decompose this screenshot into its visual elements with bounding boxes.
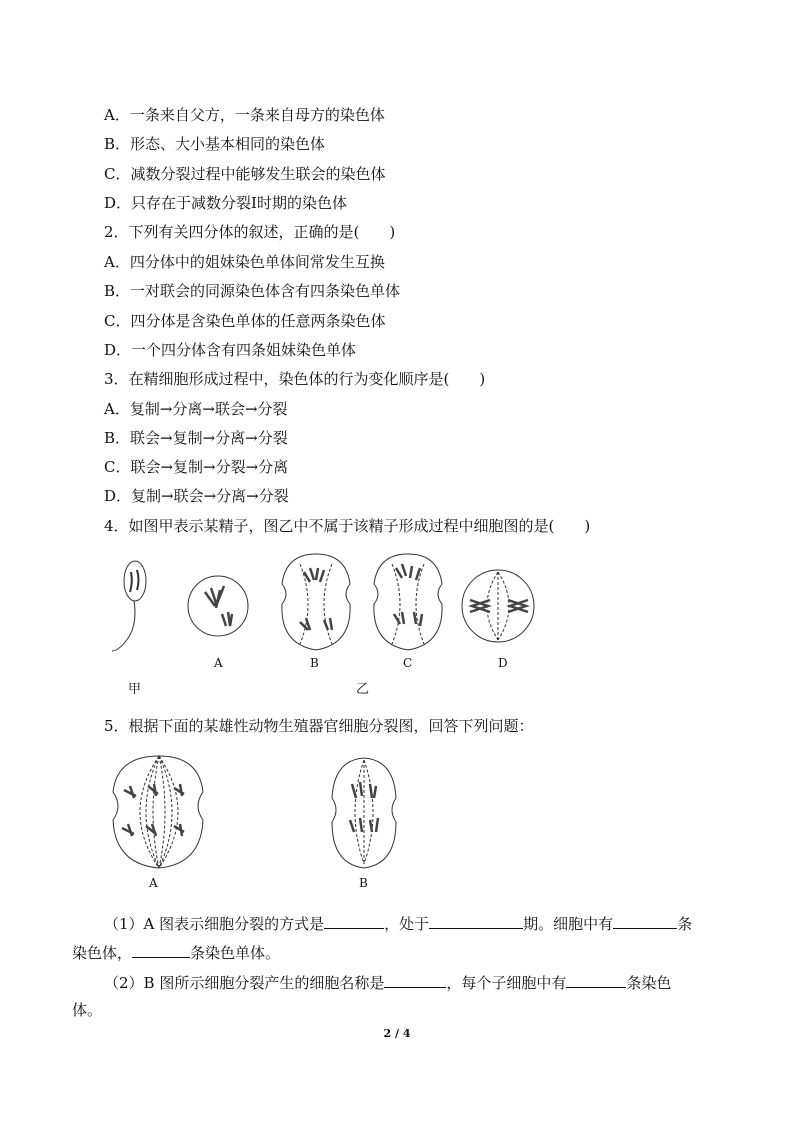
cell-5b: [332, 758, 396, 868]
fig5-label-b: B: [359, 876, 368, 890]
q3-option-c: C．联会→复制→分裂→分离: [104, 458, 289, 476]
q2-stem: 2．下列有关四分体的叙述，正确的是( ): [104, 223, 396, 241]
fig4-label-c: C: [403, 656, 413, 670]
q3-option-a: A．复制→分离→联会→分裂: [104, 400, 288, 418]
q5-sub1-line2: [72, 942, 280, 963]
cell-5a: [113, 756, 203, 868]
cell-c: [374, 554, 442, 650]
q5-figure-drawing: [104, 744, 404, 896]
q1-option-c: C．减数分裂过程中能够发生联会的染色体: [104, 165, 386, 183]
fig4-label-d: D: [498, 656, 508, 670]
sperm-cell: [112, 561, 146, 651]
fig4-label-b: B: [310, 656, 319, 670]
q5-figure: [104, 744, 404, 896]
q5-sub1-text-2: ，处于: [384, 915, 430, 933]
blank-daughter-chromosome-count[interactable]: [566, 972, 626, 988]
q2-option-c: C．四分体是含染色单体的任意两条染色体: [104, 312, 386, 330]
blank-chromosome-count[interactable]: [613, 913, 677, 929]
q1-option-a: A．一条来自父方，一条来自母方的染色体: [104, 106, 385, 124]
q4-stem: 4．如图甲表示某精子，图乙中不属于该精子形成过程中细胞图的是( ): [104, 517, 591, 535]
page-number: 2 / 4: [383, 1027, 411, 1040]
q5-sub1-text-5: 染色体，: [72, 944, 133, 962]
q4-figure-drawing: [104, 544, 544, 704]
q5-sub1-line1: [104, 913, 692, 934]
fig5-label-a: A: [149, 876, 158, 890]
q3-stem: 3．在精细胞形成过程中，染色体的行为变化顺序是( ): [104, 370, 486, 388]
blank-chromatid-count[interactable]: [132, 942, 190, 958]
q5-stem: 5．根据下面的某雄性动物生殖器官细胞分裂图，回答下列问题：: [104, 717, 534, 735]
q5-sub2-text-3: 条染色: [626, 974, 672, 992]
fig4-label-jia: 甲: [128, 682, 142, 697]
q2-option-a: A．四分体中的姐妹染色单体间常发生互换: [104, 253, 385, 271]
q2-option-b: B．一对联会的同源染色体含有四条染色单体: [104, 282, 401, 300]
blank-cell-name[interactable]: [384, 972, 446, 988]
q2-option-d: D．一个四分体含有四条姐妹染色单体: [104, 341, 357, 359]
q3-option-b: B．联会→复制→分离→分裂: [104, 429, 288, 447]
q5-sub1-text-4: 条: [677, 915, 693, 933]
q5-sub1-text-1: （1）A 图表示细胞分裂的方式是: [104, 915, 325, 933]
q5-sub1-text-6: 条染色单体。: [190, 944, 281, 962]
blank-division-type[interactable]: [324, 913, 384, 929]
q4-figure: [104, 544, 544, 704]
blank-phase[interactable]: [429, 913, 523, 929]
q5-sub2-text-1: （2）B 图所示细胞分裂产生的细胞名称是: [104, 974, 385, 992]
q1-option-d: D．只存在于减数分裂Ⅰ时期的染色体: [104, 194, 347, 212]
q1-option-b: B．形态、大小基本相同的染色体: [104, 135, 326, 153]
cell-d: [462, 570, 534, 642]
q5-sub2-text-2: ，每个子细胞中有: [446, 974, 567, 992]
cell-a: [188, 576, 248, 636]
cell-b: [282, 554, 350, 650]
fig4-label-a: A: [214, 656, 223, 670]
q3-option-d: D．复制→联会→分离→分裂: [104, 487, 289, 505]
q5-sub1-text-3: 期。细胞中有: [523, 915, 614, 933]
q5-sub2-line2: 体。: [72, 1001, 103, 1019]
fig4-label-yi: 乙: [356, 682, 370, 697]
q5-sub2-line1: [104, 972, 671, 993]
